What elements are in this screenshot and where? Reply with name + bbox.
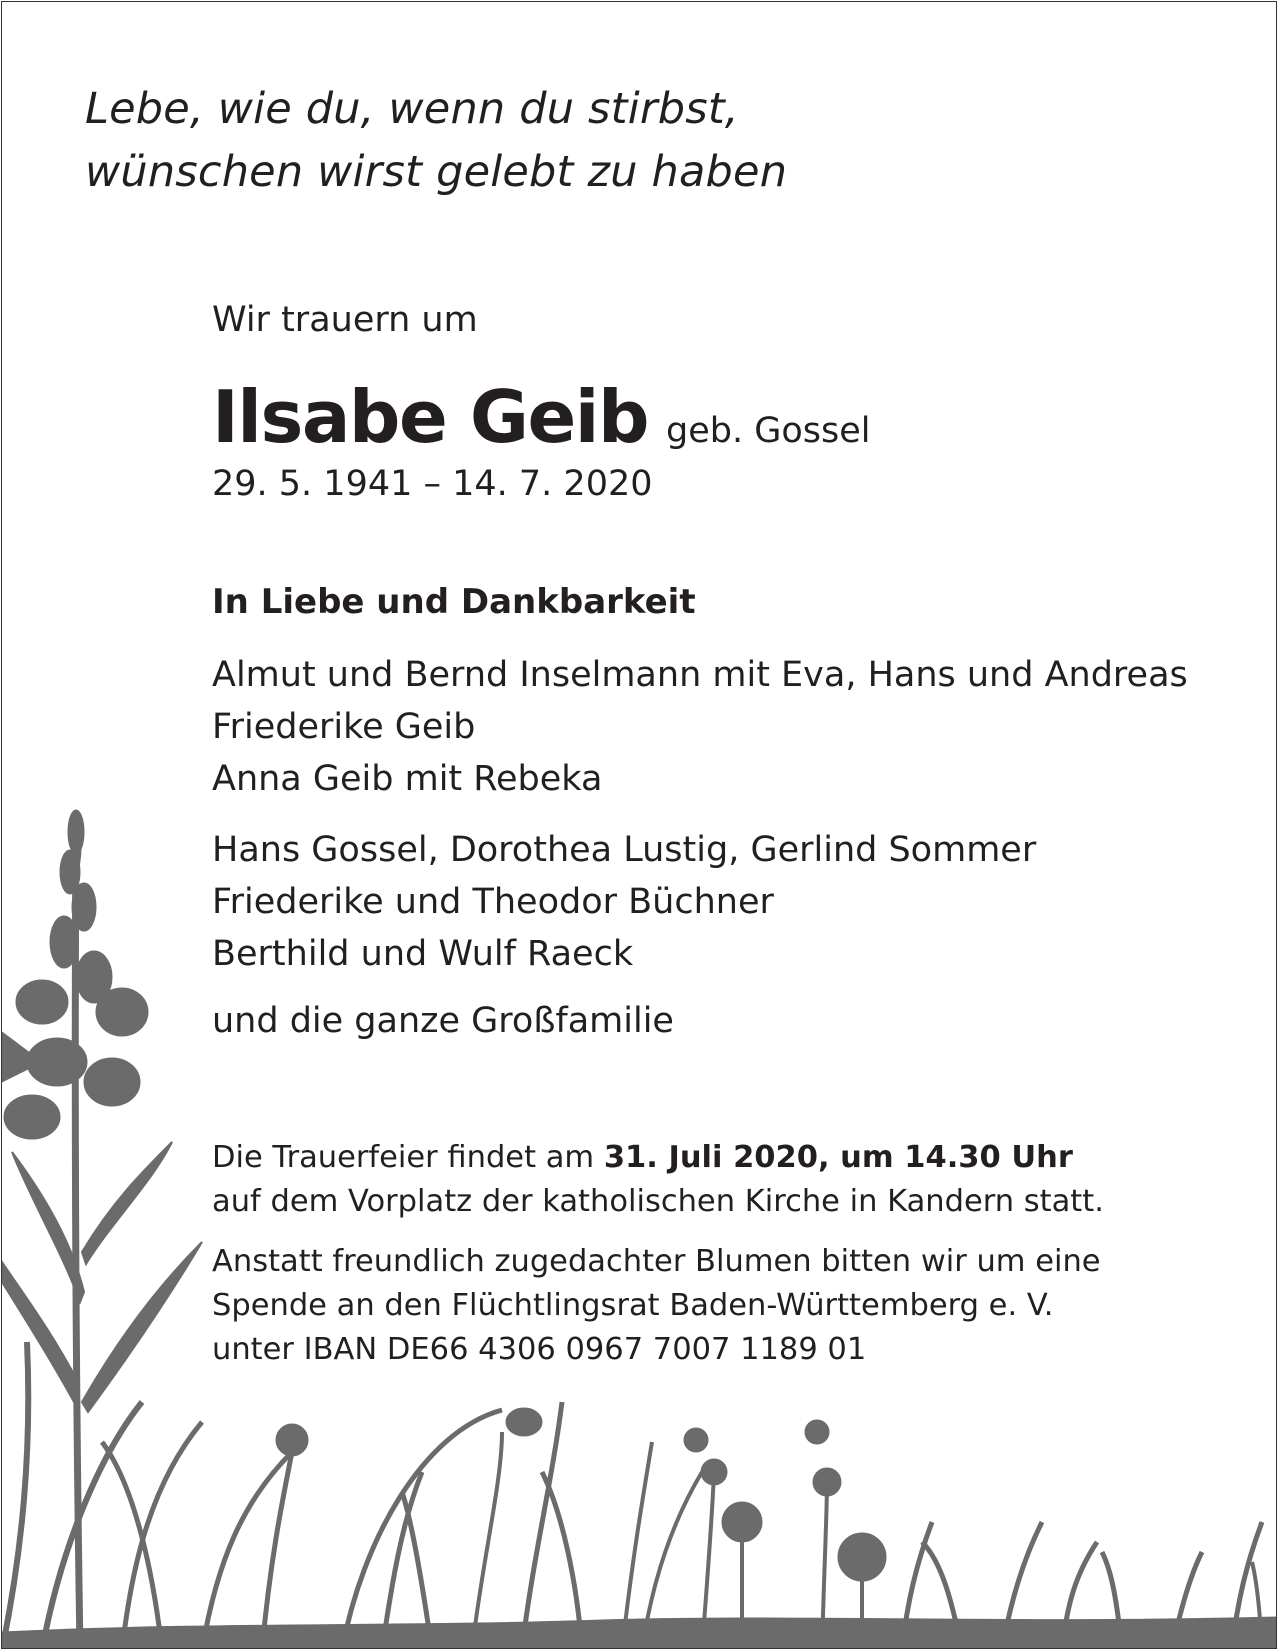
family-line: und die ganze Großfamilie bbox=[212, 1001, 674, 1041]
donation-line: Anstatt freundlich zugedachter Blumen bitten wir um eine bbox=[212, 1244, 1101, 1279]
family-line: Hans Gossel, Dorothea Lustig, Gerlind Sommer bbox=[212, 830, 1037, 870]
donation-line: Spende an den Flüchtlingsrat Baden-Württemberg e. V. bbox=[212, 1288, 1054, 1323]
motto-line: Lebe, wie du, wenn du stirbst, bbox=[85, 84, 739, 134]
born-name: geb. Gossel bbox=[666, 411, 871, 451]
family-group bbox=[212, 824, 1036, 980]
family-line: Berthild und Wulf Raeck bbox=[212, 934, 634, 974]
deceased-name-line bbox=[212, 375, 870, 459]
family-closing bbox=[212, 995, 674, 1047]
family-line: Friederike und Theodor Büchner bbox=[212, 882, 774, 922]
intro-text: Wir trauern um bbox=[212, 300, 478, 340]
service-location: auf dem Vorplatz der katholischen Kirche in Kandern statt. bbox=[212, 1184, 1104, 1219]
deceased-name: Ilsabe Geib bbox=[212, 375, 648, 459]
service-line bbox=[212, 1136, 1104, 1180]
family-line: Almut und Bernd Inselmann mit Eva, Hans und Andreas bbox=[212, 655, 1188, 695]
motto-quote bbox=[85, 78, 787, 204]
life-dates: 29. 5. 1941 – 14. 7. 2020 bbox=[212, 464, 653, 504]
family-line: Friederike Geib bbox=[212, 707, 476, 747]
motto-line: wünschen wirst gelebt zu haben bbox=[85, 147, 788, 197]
service-info bbox=[212, 1136, 1104, 1224]
service-text: Die Trauerfeier findet am bbox=[212, 1140, 604, 1175]
donation-line: unter IBAN DE66 4306 0967 7007 1189 01 bbox=[212, 1332, 867, 1367]
family-group bbox=[212, 649, 1188, 805]
thanks-heading: In Liebe und Dankbarkeit bbox=[212, 582, 696, 622]
family-line: Anna Geib mit Rebeka bbox=[212, 759, 603, 799]
donation-info bbox=[212, 1240, 1101, 1372]
obituary-notice bbox=[1, 1, 1277, 1649]
service-date-time: 31. Juli 2020, um 14.30 Uhr bbox=[603, 1140, 1073, 1175]
